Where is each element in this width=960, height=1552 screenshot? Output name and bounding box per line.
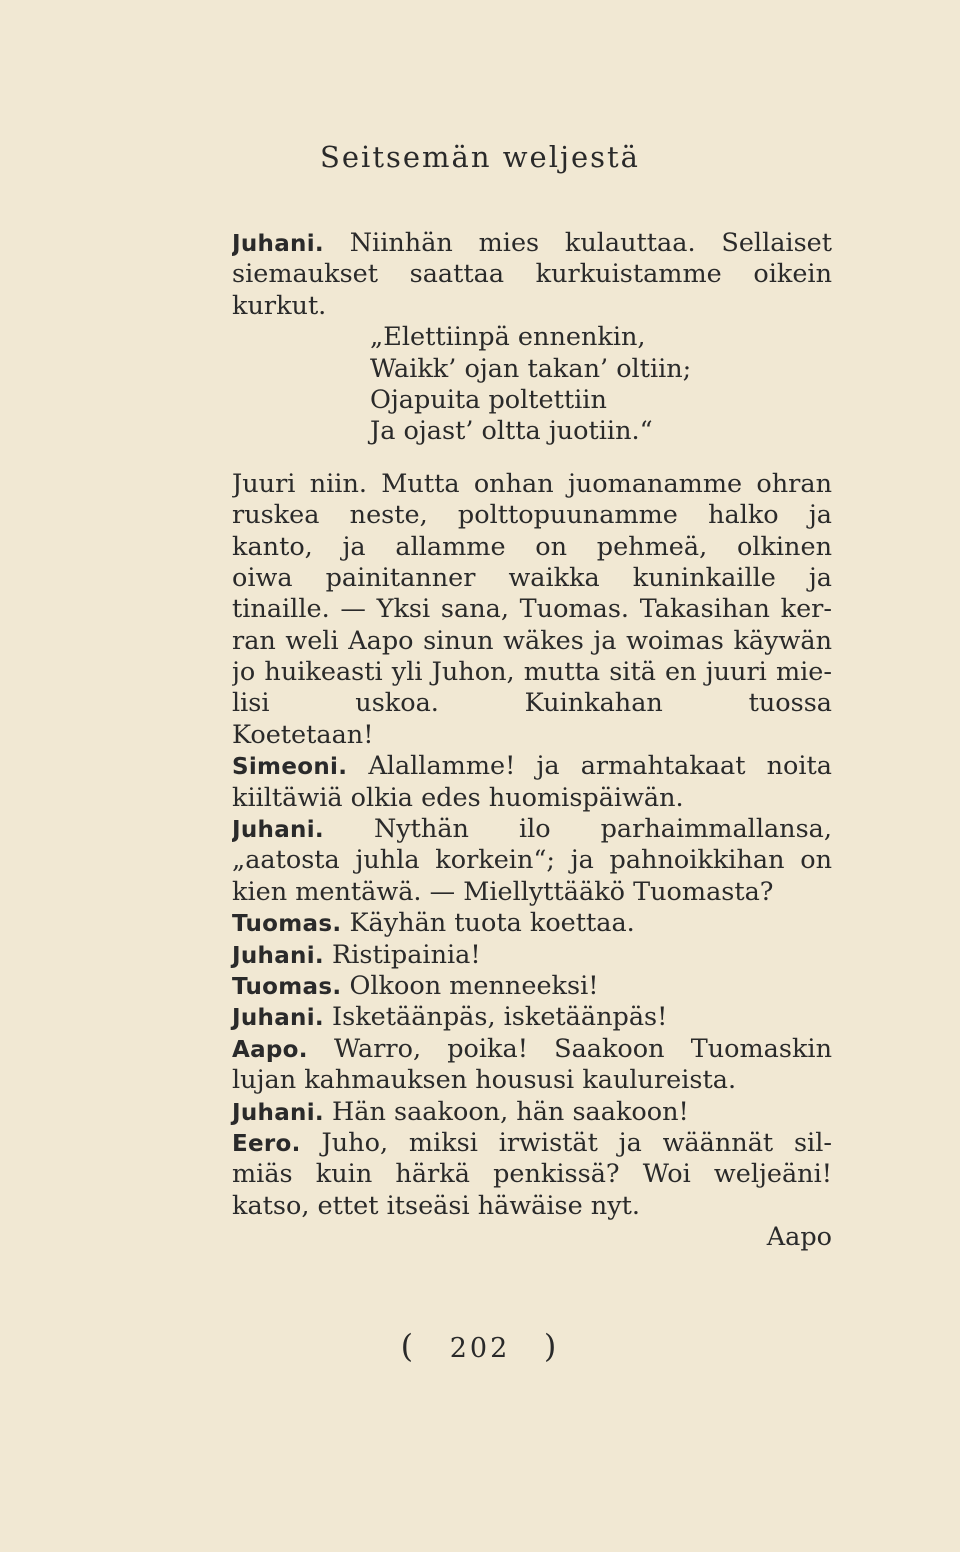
text-line bbox=[232, 720, 832, 751]
line-text: Alallamme! ja armahtakaat noita bbox=[368, 751, 832, 782]
line-text: kanto, ja allamme on pehmeä, olkinen bbox=[232, 531, 832, 562]
text-line bbox=[232, 594, 832, 625]
speaker-line bbox=[232, 228, 832, 259]
text-line bbox=[232, 291, 832, 322]
line-text: „Elettiinpä ennenkin, bbox=[370, 322, 646, 353]
line-text: jo huikeasti yli Juhon, mutta sitä en juuri mie- bbox=[232, 657, 832, 688]
line-text: ran weli Aapo sinun wäkes ja woimas käywän bbox=[232, 625, 832, 656]
speaker-line bbox=[232, 1002, 832, 1033]
line-text: Käyhän tuota koettaa. bbox=[349, 908, 635, 939]
text-line bbox=[232, 1159, 832, 1190]
text-line bbox=[232, 259, 832, 290]
speaker-name: Juhani . bbox=[232, 817, 324, 843]
speaker-line bbox=[232, 814, 832, 845]
line-text: tinaille. — Yksi sana, Tuomas. Takasihan ker- bbox=[232, 594, 832, 625]
line-text: Aapo bbox=[766, 1222, 832, 1253]
line-text: Ristipainia! bbox=[332, 939, 481, 970]
text-line bbox=[232, 1222, 832, 1253]
line-text: miäs kuin härkä penkissä? Woi weljeäni! bbox=[232, 1159, 832, 1190]
line-text: kurkut. bbox=[232, 290, 327, 321]
speaker-line bbox=[232, 1128, 832, 1159]
line-text: Juuri niin. Mutta onhan juomanamme ohran bbox=[232, 468, 832, 499]
speaker-name: Juhani . bbox=[232, 943, 324, 969]
line-text: katso, ettet itseäsi häwäise nyt. bbox=[232, 1190, 640, 1221]
text-line bbox=[232, 416, 832, 447]
line-text: Waikk’ ojan takan’ oltiin; bbox=[370, 353, 692, 384]
text-line bbox=[232, 783, 832, 814]
line-text: Juho, miksi irwistät ja wäännät sil- bbox=[321, 1127, 832, 1158]
speaker-line bbox=[232, 1097, 832, 1128]
line-text: Hän saakoon, hän saakoon! bbox=[332, 1096, 689, 1127]
page-number-value: 202 bbox=[449, 1333, 511, 1364]
speaker-name: Juhani . bbox=[232, 231, 324, 257]
line-text: „aatosta juhla korkein“; ja pahnoikkihan on bbox=[232, 845, 832, 876]
page-number bbox=[0, 1327, 960, 1365]
line-text: lisi uskoa. Kuinkahan tuossa bbox=[232, 688, 832, 719]
speaker-line bbox=[232, 751, 832, 782]
text-line bbox=[232, 385, 832, 416]
text-line bbox=[232, 532, 832, 563]
line-text: Nythän ilo parhaimmallansa, bbox=[373, 814, 832, 845]
text-line bbox=[232, 500, 832, 531]
text-line bbox=[232, 845, 832, 876]
line-text: Warro, poika! Saakoon Tuomaskin bbox=[334, 1033, 832, 1064]
line-text: ruskea neste, polttopuunamme halko ja bbox=[232, 500, 832, 531]
text-line bbox=[232, 626, 832, 657]
text-line bbox=[232, 688, 832, 719]
text-line bbox=[232, 877, 832, 908]
text-line bbox=[232, 1191, 832, 1222]
page-number-open: ( bbox=[400, 1327, 417, 1365]
line-text: Isketäänpäs, isketäänpäs! bbox=[332, 1002, 668, 1033]
text-line bbox=[232, 354, 832, 385]
line-text: Niinhän mies kulauttaa. Sellaiset bbox=[349, 228, 832, 258]
line-text: kien mentäwä. — Miellyttääkö Tuomasta? bbox=[232, 876, 774, 907]
line-text: Olkoon menneeksi! bbox=[349, 970, 599, 1001]
text-line bbox=[232, 657, 832, 688]
speaker-name: Eero . bbox=[232, 1131, 301, 1157]
speaker-name: Juhani . bbox=[232, 1005, 324, 1031]
speaker-name: Aapo . bbox=[232, 1037, 308, 1063]
speaker-name: Juhani . bbox=[232, 1100, 324, 1126]
running-header: Seitsemän weljestä bbox=[320, 140, 640, 174]
line-text: lujan kahmauksen housusi kaulureista. bbox=[232, 1065, 737, 1096]
text-line bbox=[232, 563, 832, 594]
line-text: Koetetaan! bbox=[232, 719, 374, 750]
page-body bbox=[232, 228, 832, 1254]
text-line bbox=[232, 1065, 832, 1096]
speaker-name: Tuomas . bbox=[232, 911, 341, 937]
line-text: Ja ojast’ oltta juotiin.“ bbox=[370, 416, 653, 447]
line-text: kiiltäwiä olkia edes huomispäiwän. bbox=[232, 782, 684, 813]
line-text: Ojapuita poltettiin bbox=[370, 384, 607, 415]
speaker-name: Simeoni . bbox=[232, 754, 347, 780]
speaker-line bbox=[232, 1034, 832, 1065]
speaker-line bbox=[232, 908, 832, 939]
speaker-name: Tuomas . bbox=[232, 974, 341, 1000]
text-line bbox=[232, 322, 832, 353]
speaker-line bbox=[232, 940, 832, 971]
page-number-close: ) bbox=[543, 1327, 560, 1365]
line-text: oiwa painitanner waikka kuninkaille ja bbox=[232, 562, 832, 593]
text-line bbox=[232, 469, 832, 500]
speaker-line bbox=[232, 971, 832, 1002]
line-text: siemaukset saattaa kurkuistamme oikein bbox=[232, 259, 832, 290]
